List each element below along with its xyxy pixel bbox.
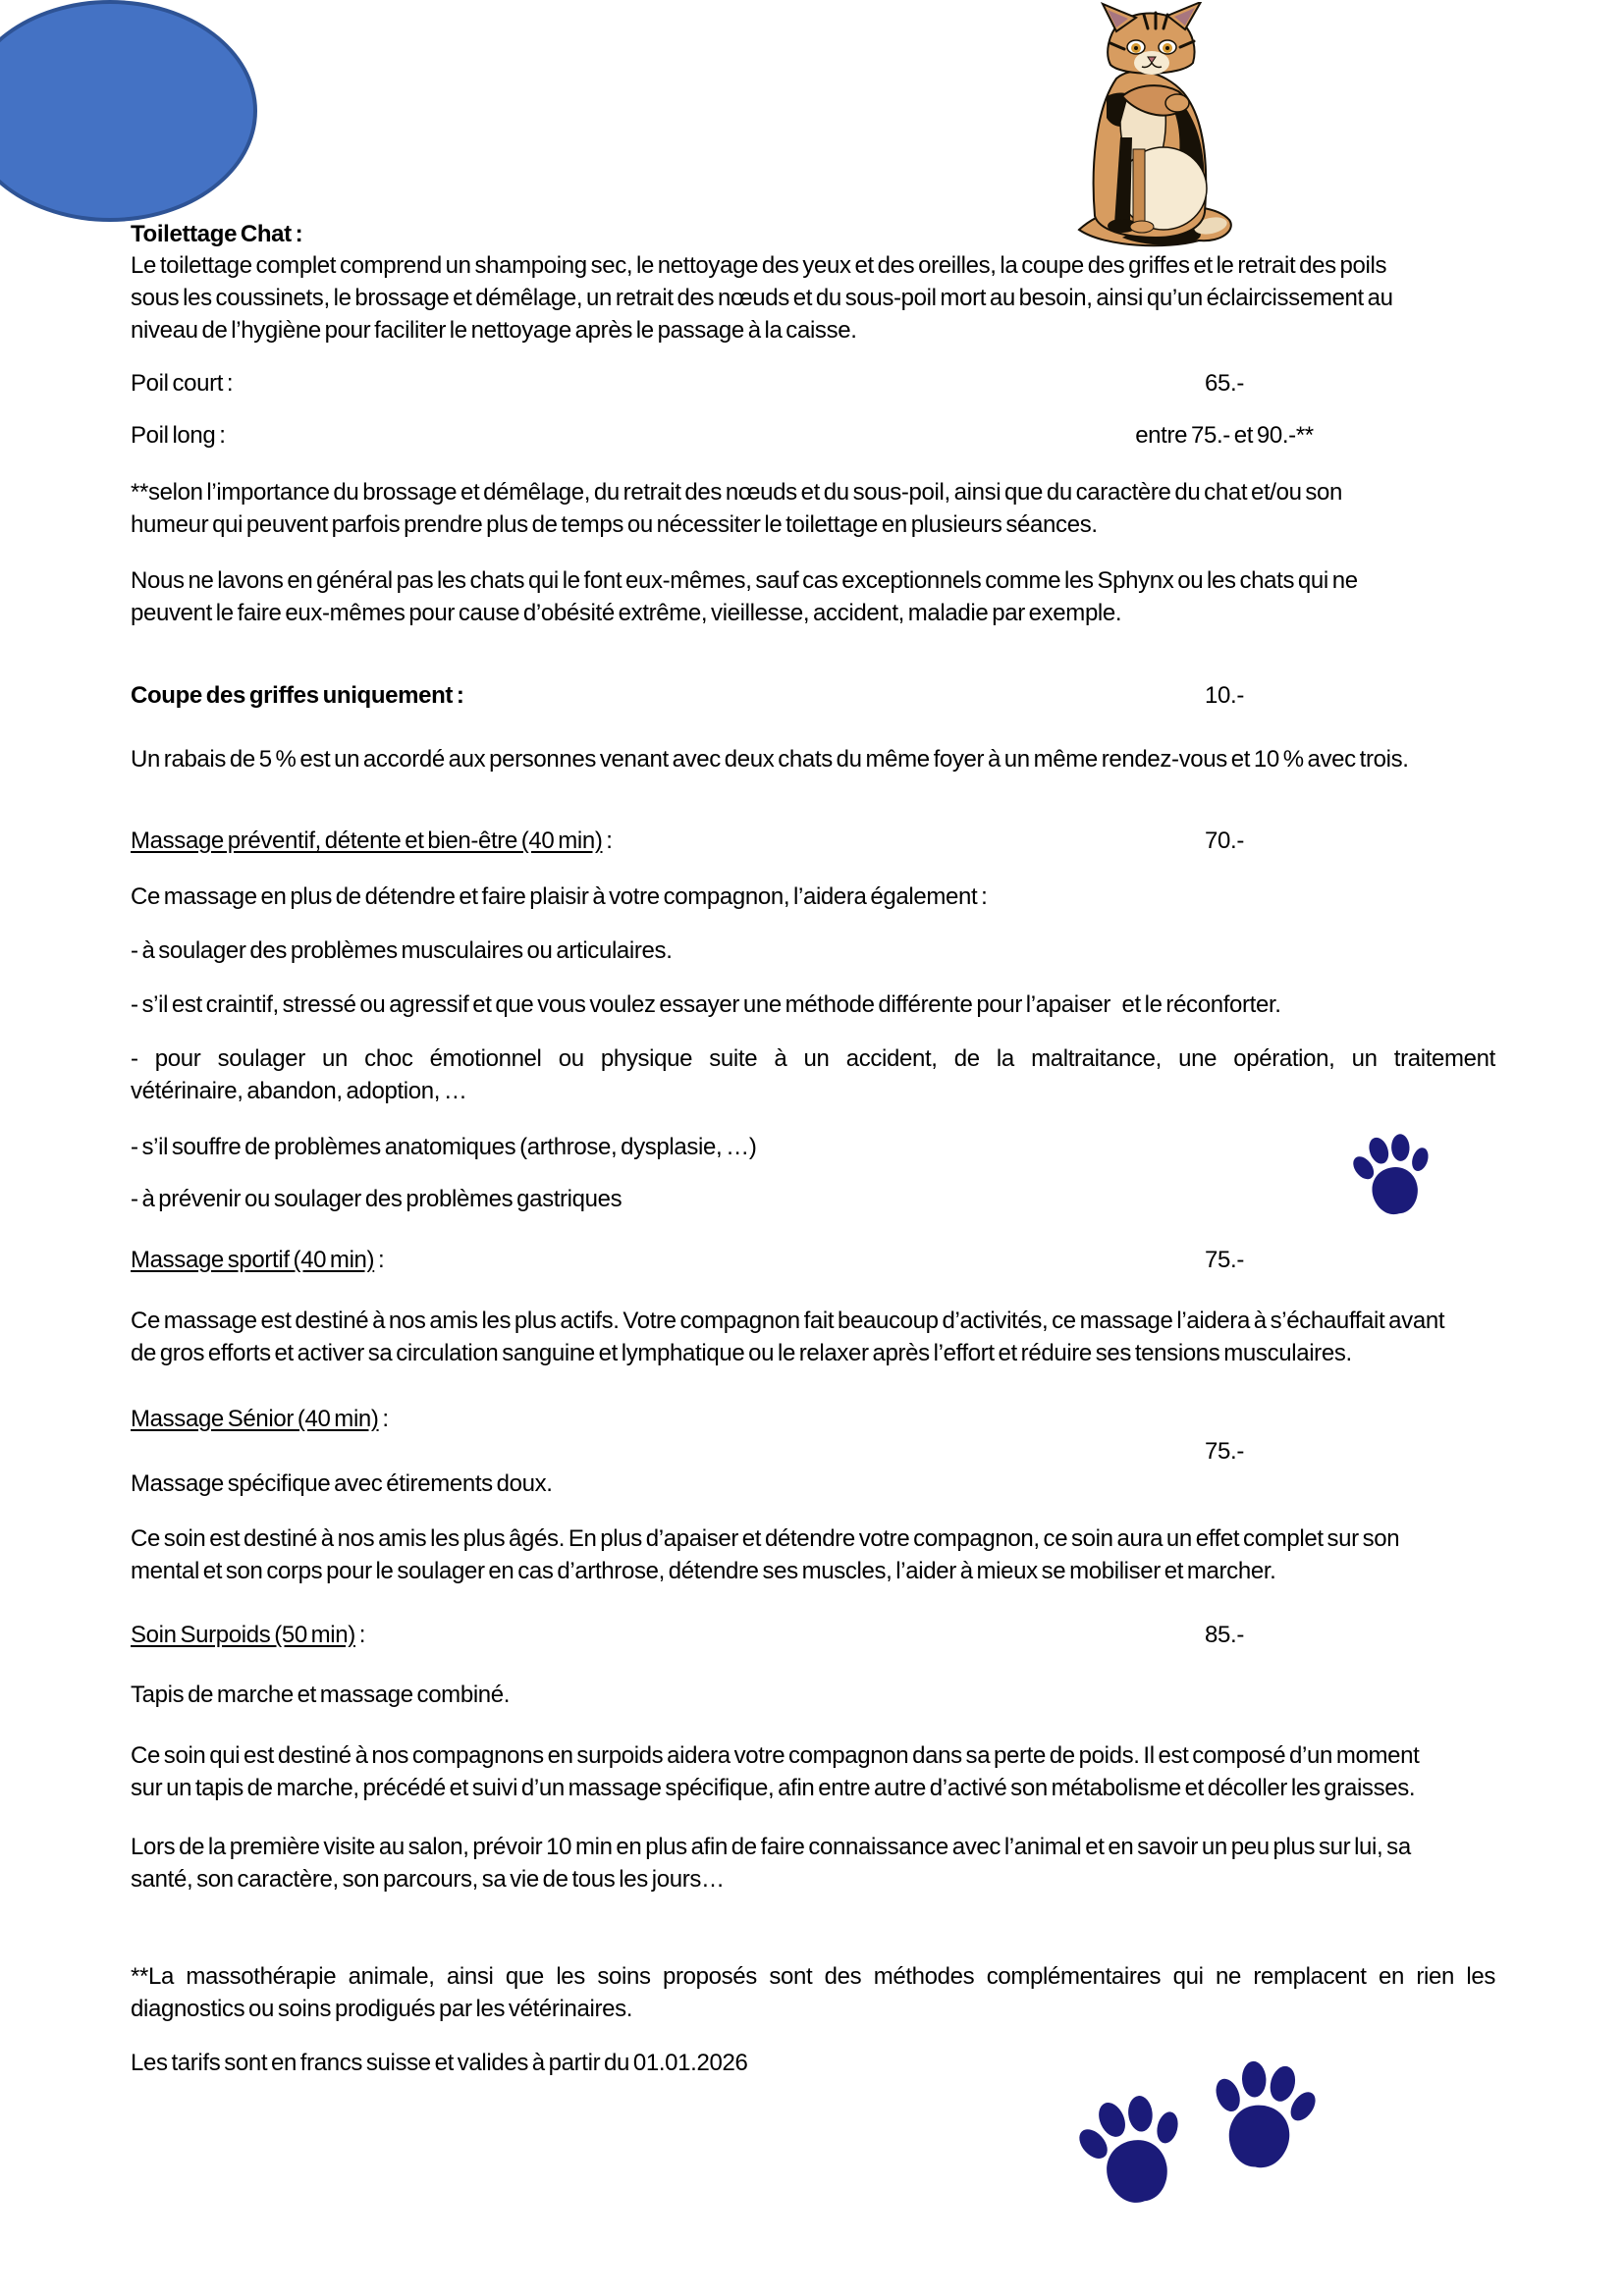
label-colon: : [378,1406,389,1432]
disclaimer-line: diagnostics ou soins prodigués par les vétérinaires. [131,1996,633,2022]
surpoids-description [131,1739,1495,1804]
desc-line: de gros efforts et activer sa circulation sanguine et lymphatique ou le relaxer après l’effort et réduire ses tensions musculaires. [131,1340,1352,1366]
intro-line: sous les coussinets, le brossage et démêlage, un retrait des nœuds et du sous-poil mort au besoin, ainsi qu’un éclaircissement au [131,285,1393,311]
service-price: 65.- [1205,370,1244,397]
price-row-soin-surpoids [131,1619,1495,1651]
service-label: Massage préventif, détente et bien-être (40 min) [131,828,603,854]
bullet-craintif [131,988,1495,1021]
intro-paragraph [131,249,1495,347]
page-title: Toilettage Chat : [131,221,303,247]
service-price: entre 75.- et 90.-** [1135,422,1314,449]
desc-line: mental et son corps pour le soulager en cas d’arthrose, détendre ses muscles, l’aider à mieux se mobiliser et marcher. [131,1558,1276,1584]
visite-line: santé, son caractère, son parcours, sa vie de tous les jours… [131,1866,725,1893]
price-row-poil-court [131,367,1495,400]
desc-line: Ce massage est destiné à nos amis les plus actifs. Votre compagnon fait beaucoup d’activités, ce massage l’aidera à s’échauffait avant [131,1308,1445,1334]
intro-line: Le toilettage complet comprend un shampoing sec, le nettoyage des yeux et des oreilles, la coupe des griffes et le retrait des poils [131,252,1387,279]
bullet-choc [131,1042,1495,1107]
document-body [131,0,1495,2296]
note-lavage-paragraph [131,564,1495,629]
note-line: Nous ne lavons en général pas les chats qui le font eux-mêmes, sauf cas exceptionnels comme les Sphynx ou les chats qui ne [131,567,1358,594]
disclaimer-line: **La massothérapie animale, ainsi que les soins proposés sont des méthodes complémentaires qui ne remplacent en rien les [131,1963,1495,1990]
rabais-paragraph [131,743,1495,775]
bullet-line: - s’il souffre de problèmes anatomiques (arthrose, dysplasie, …) [131,1134,757,1160]
bullet-anatomiques [131,1131,1495,1163]
label-colon: : [374,1247,385,1273]
bullet-gastriques [131,1183,1495,1215]
service-label: Massage sportif (40 min) [131,1247,375,1273]
intro-line: niveau de l’hygiène pour faciliter le nettoyage après le passage à la caisse. [131,317,857,344]
note-line: **selon l’importance du brossage et démêlage, du retrait des nœuds et du sous-poil, ainsi que du caractère du chat et/ou son [131,479,1343,506]
service-label: Coupe des griffes uniquement : [131,682,464,709]
service-label: Massage Sénior (40 min) [131,1406,379,1432]
label-colon: : [602,828,613,854]
bullet-line: - à prévenir ou soulager des problèmes gastriques [131,1186,623,1212]
preventif-intro [131,881,1495,913]
heading-massage-senior [131,1403,1495,1435]
service-label: Soin Surpoids (50 min) [131,1622,355,1648]
sportif-description [131,1305,1495,1369]
service-price: 10.- [1205,682,1244,709]
service-price: 85.- [1205,1622,1244,1648]
service-label: Poil long : [131,422,226,449]
service-label: Poil court : [131,370,234,397]
surpoids-subtitle [131,1679,1495,1711]
senior-description [131,1522,1495,1587]
visite-line: Lors de la première visite au salon, prévoir 10 min en plus afin de faire connaissance avec l’animal et en savoir un peu plus sur lui, sa [131,1834,1411,1860]
subtitle-line: Tapis de marche et massage combiné. [131,1682,511,1708]
note-line: humeur qui peuvent parfois prendre plus de temps ou nécessiter le toilettage en plusieurs séances. [131,511,1098,538]
desc-line: Ce soin qui est destiné à nos compagnons en surpoids aidera votre compagnon dans sa perte de poids. Il est composé d’un moment [131,1742,1420,1769]
desc-line: Ce soin est destiné à nos amis les plus âgés. En plus d’apaiser et détendre votre compagnon, ce soin aura un effet complet sur son [131,1525,1400,1552]
price-row-massage-sportif [131,1244,1495,1276]
price-row-griffes [131,679,1495,712]
validity-paragraph [131,2047,1495,2079]
bullet-line: - à soulager des problèmes musculaires ou articulaires. [131,937,673,964]
label-colon: : [354,1622,366,1648]
bullet-line: vétérinaire, abandon, adoption, … [131,1078,467,1104]
senior-subtitle [131,1468,1495,1500]
service-price: 75.- [1205,1247,1244,1273]
bullet-musculaires [131,934,1495,967]
service-price: 70.- [1205,828,1244,854]
price-row-poil-long [131,419,1495,452]
bullet-line: - s’il est craintif, stressé ou agressif et que vous voulez essayer une méthode différente pour l’apaiser et le réconforter. [131,991,1281,1018]
rabais-line: Un rabais de 5 % est un accordé aux personnes venant avec deux chats du même foyer à un même rendez-vous et 10 % avec trois. [131,746,1409,773]
note-selon-paragraph [131,476,1495,541]
premiere-visite-paragraph [131,1831,1495,1896]
service-price: 75.- [1205,1438,1244,1465]
price-row-massage-preventif [131,825,1495,857]
subtitle-line: Massage spécifique avec étirements doux. [131,1470,553,1497]
desc-line: sur un tapis de marche, précédé et suivi d’un massage spécifique, afin entre autre d’activé son métabolisme et décoller les graisses. [131,1775,1416,1801]
bullet-line: - pour soulager un choc émotionnel ou physique suite à un accident, de la maltraitance, une opération, un traitement [131,1045,1495,1072]
preventif-intro-line: Ce massage en plus de détendre et faire plaisir à votre compagnon, l’aidera également : [131,883,988,910]
validity-line: Les tarifs sont en francs suisse et valides à partir du 01.01.2026 [131,2050,748,2076]
disclaimer-paragraph [131,1960,1495,2025]
note-line: peuvent le faire eux-mêmes pour cause d’obésité extrême, vieillesse, accident, maladie par exemple. [131,600,1122,626]
